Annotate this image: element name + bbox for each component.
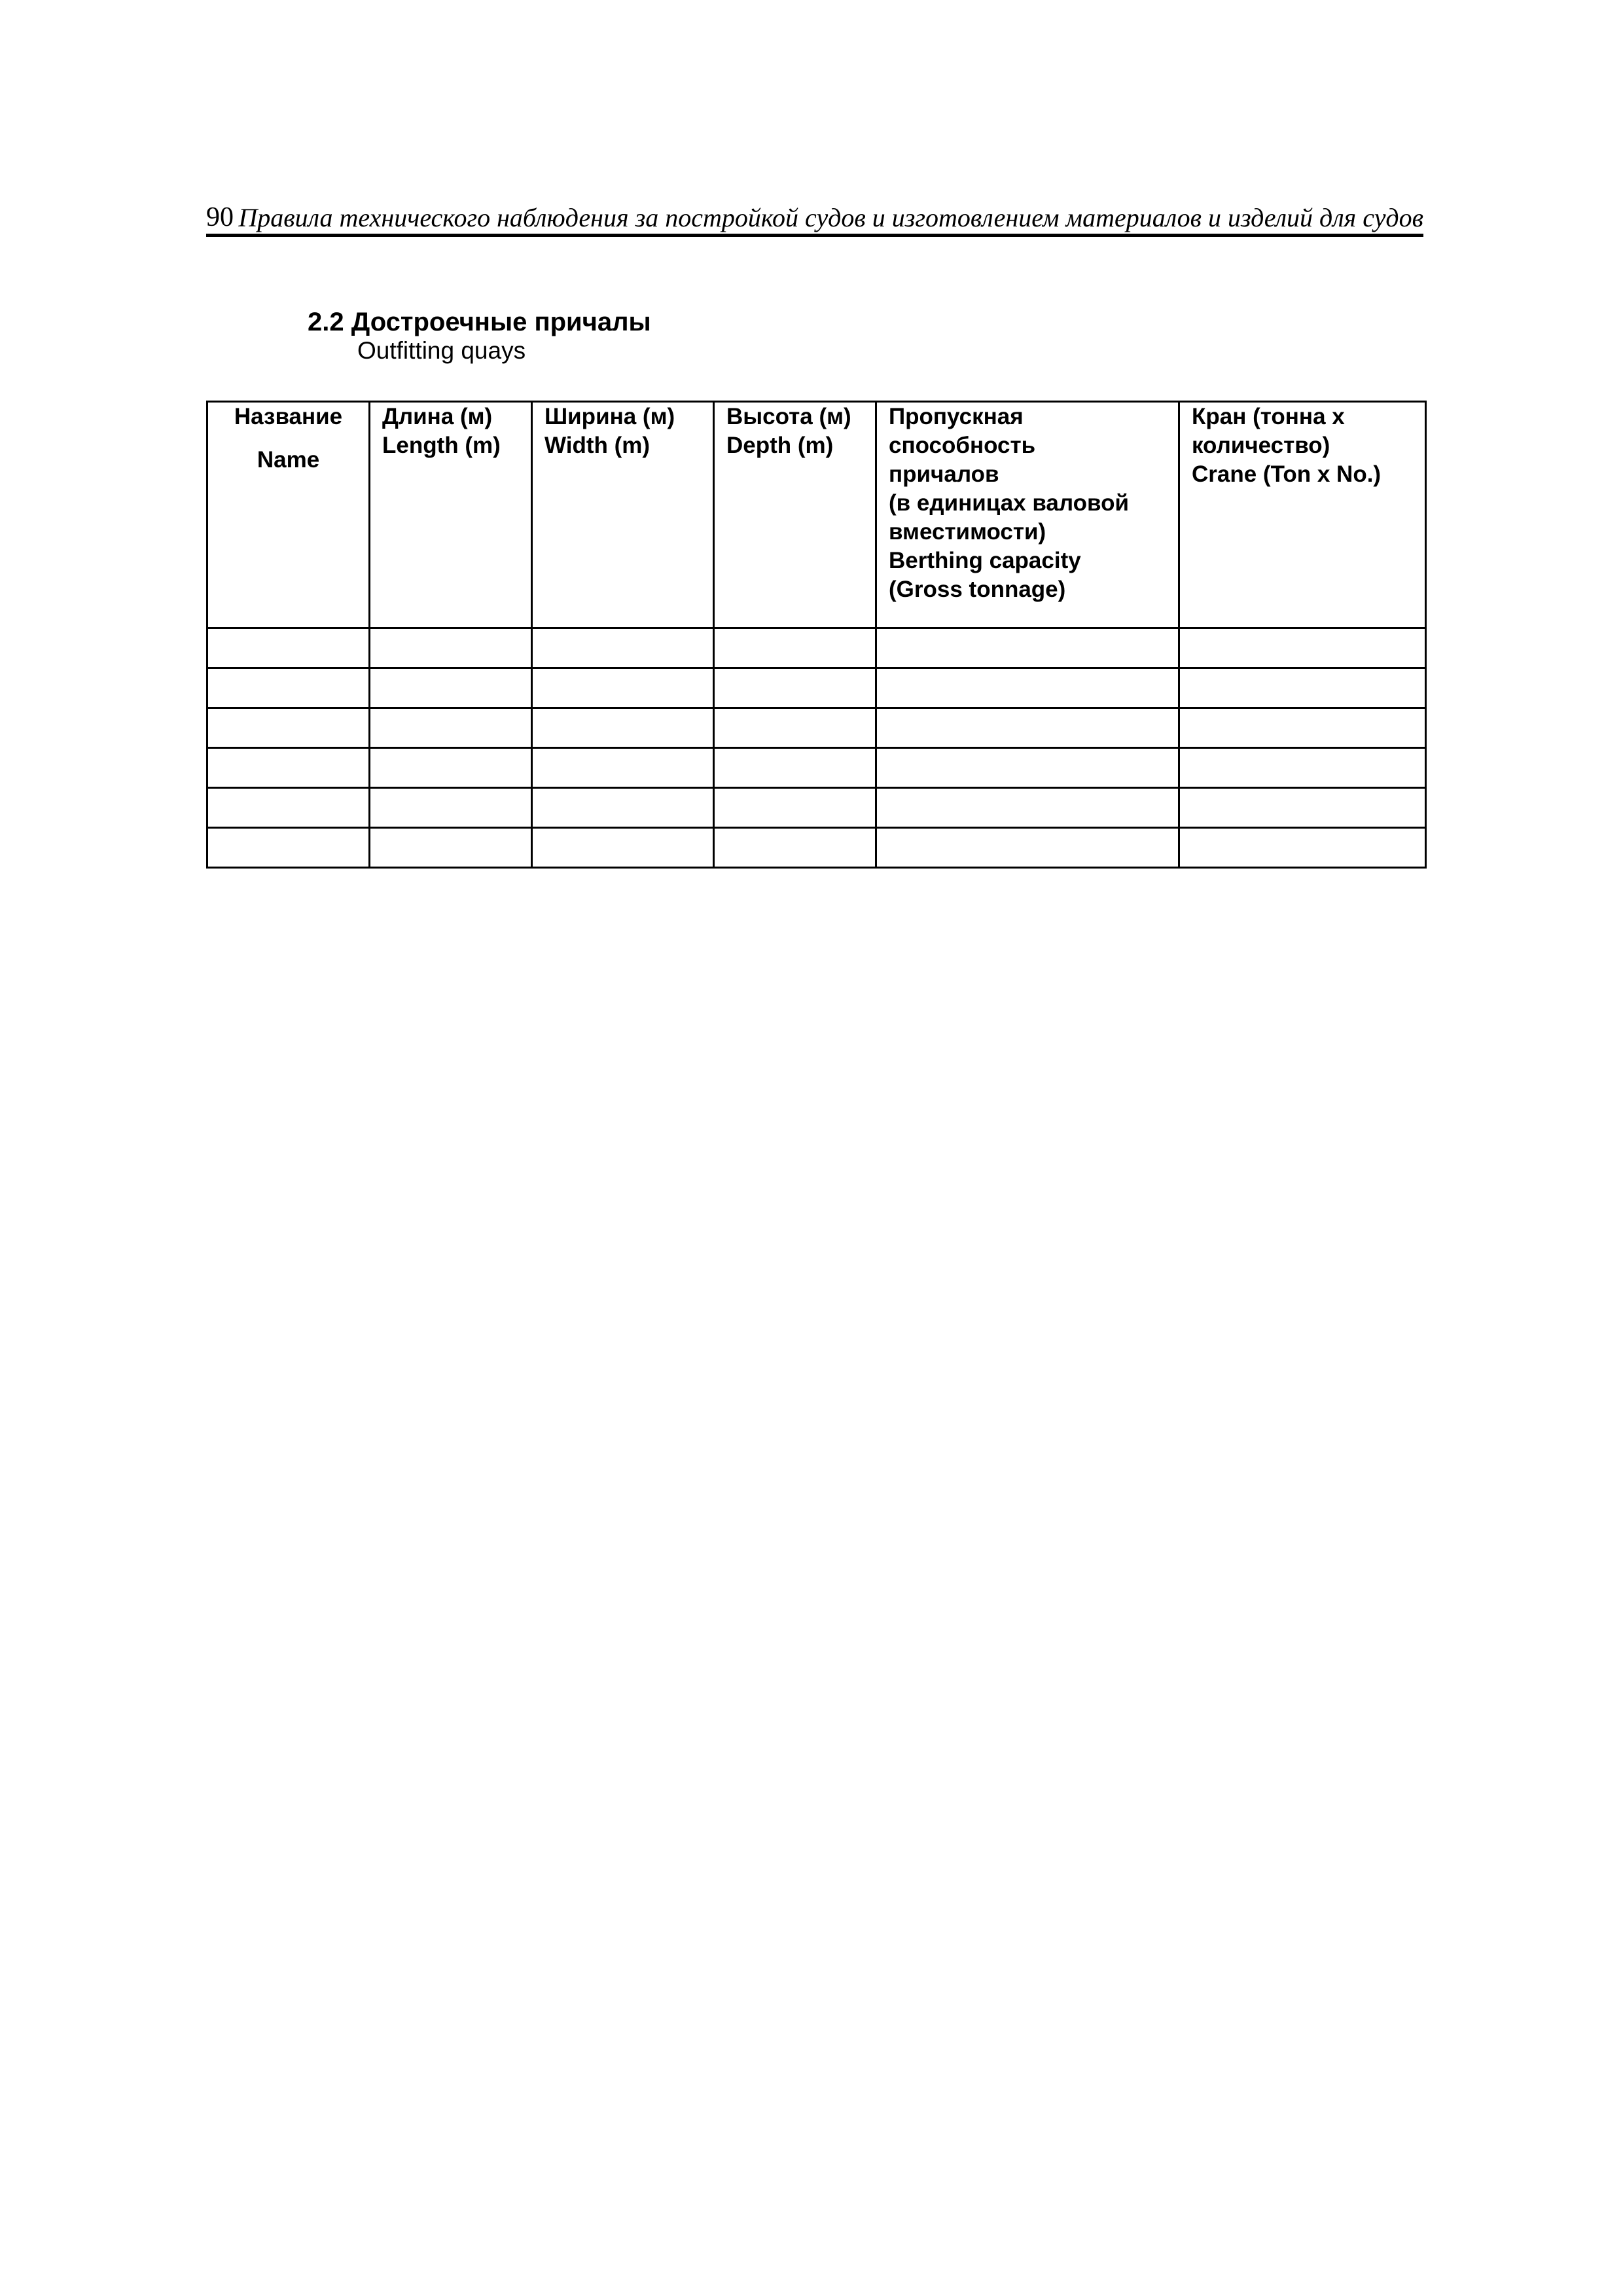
table-cell [714,708,876,748]
column-header-line: (в единицах валовой [889,490,1129,516]
table-row [207,748,1426,788]
column-header-line: Length (m) [382,433,501,458]
table-cell [714,748,876,788]
running-header [206,196,1423,237]
column-header-crane [1179,402,1426,628]
table-cell [532,828,714,868]
table-cell [1179,668,1426,708]
table-cell [876,748,1179,788]
table-cell [207,788,370,828]
table-cell [532,708,714,748]
table-cell [370,748,532,788]
table-cell [370,668,532,708]
column-header-line: причалов [889,461,999,487]
section-title: 2.2 Достроечные причалы [308,308,651,336]
column-header-line: Width (m) [544,433,651,458]
table-cell [370,708,532,748]
column-header-length [370,402,532,628]
column-header-line: Название [234,404,343,429]
table-cell [207,708,370,748]
column-header-line: Name [257,447,320,473]
table-cell [714,668,876,708]
section-heading [308,308,651,364]
table-cell [532,628,714,668]
running-title: Правила технического наблюдения за постройкой судов и изготовлением материалов и изделий для судов [238,203,1423,232]
column-header-depth [714,402,876,628]
table-cell [714,788,876,828]
table-cell [876,788,1179,828]
table-cell [532,668,714,708]
table-row [207,828,1426,868]
column-header-name [207,402,370,628]
table-cell [876,828,1179,868]
table-cell [714,628,876,668]
table-cell [876,628,1179,668]
table-cell [207,668,370,708]
table-cell [1179,708,1426,748]
page-number: 90 [206,202,234,232]
column-header-line: Пропускная [889,404,1024,429]
column-header-line: Ширина (м) [544,404,675,429]
column-header-line: количество) [1192,433,1330,458]
column-header-berthing-capacity [876,402,1179,628]
table-cell [370,628,532,668]
column-header-line: Crane (Ton x No.) [1192,461,1382,487]
table-cell [370,828,532,868]
table-header-row [207,402,1426,628]
column-header-line: Высота (м) [726,404,851,429]
table-cell [532,748,714,788]
table-cell [1179,828,1426,868]
table-row [207,668,1426,708]
table-row [207,628,1426,668]
table-cell [207,748,370,788]
column-header-line: Кран (тонна х [1192,404,1345,429]
table-cell [876,668,1179,708]
column-header-line: (Gross tonnage) [889,577,1066,602]
table-cell [207,628,370,668]
table-cell [1179,748,1426,788]
section-subtitle: Outfitting quays [357,336,526,364]
table-row [207,788,1426,828]
column-header-line: Depth (m) [726,433,834,458]
table-cell [714,828,876,868]
table-cell [1179,788,1426,828]
table-row [207,708,1426,748]
table-cell [532,788,714,828]
column-header-width [532,402,714,628]
outfitting-quays-table [206,401,1427,869]
table-cell [207,828,370,868]
table-cell [1179,628,1426,668]
column-header-line: Длина (м) [382,404,493,429]
column-header-line: Berthing capacity [889,548,1081,573]
table-cell [370,788,532,828]
table-cell [876,708,1179,748]
column-header-line: способность [889,433,1036,458]
column-header-line: вместимости) [889,519,1046,545]
